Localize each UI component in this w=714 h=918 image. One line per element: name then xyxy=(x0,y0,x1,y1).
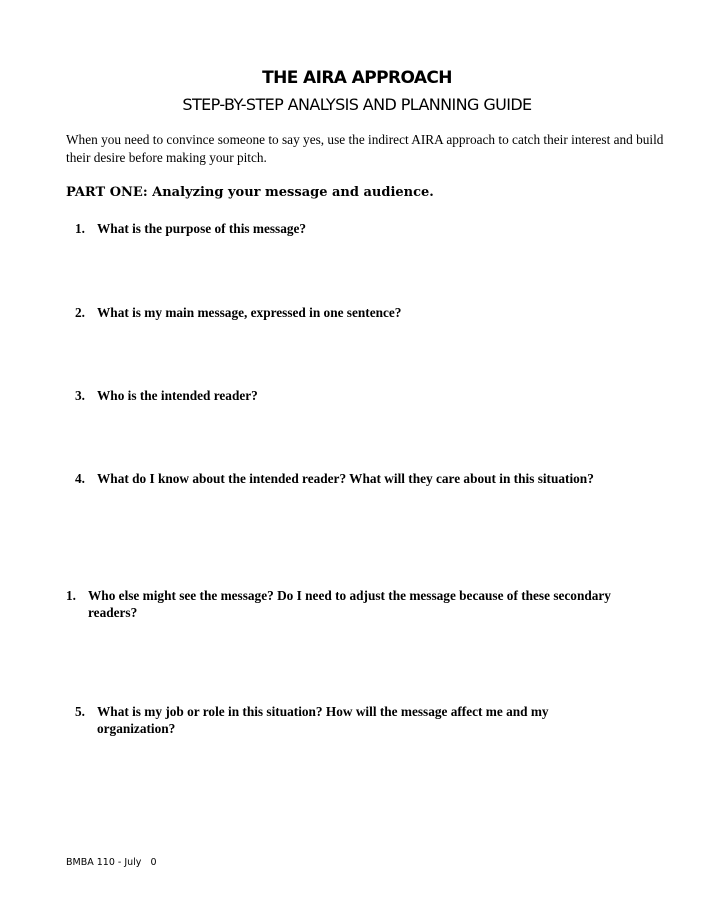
page-footer: BMBA 110 - July 0 xyxy=(66,857,157,868)
question-text: Who else might see the message? Do I need to adjust the message because of these secondary readers? xyxy=(88,588,611,620)
question-number: 4. xyxy=(75,471,85,486)
document-title: THE AIRA APPROACH xyxy=(262,68,452,88)
question-text: What is the purpose of this message? xyxy=(97,221,307,236)
question-item xyxy=(75,220,655,237)
document-subtitle: STEP-BY-STEP ANALYSIS AND PLANNING GUIDE xyxy=(182,95,532,114)
question-item xyxy=(75,703,615,737)
question-number: 5. xyxy=(75,704,85,719)
intro-paragraph: When you need to convince someone to say yes, use the indirect AIRA approach to catch their interest and build their desire before making your pitch. xyxy=(66,132,664,165)
question-item xyxy=(75,387,655,404)
part-one-text: : Analyzing your message and audience. xyxy=(142,185,434,200)
part-one-label: PART ONE xyxy=(66,185,143,200)
question-item xyxy=(75,470,655,487)
question-number: 3. xyxy=(75,388,85,403)
question-number: 1. xyxy=(75,221,85,236)
question-item xyxy=(66,587,654,621)
question-number: 2. xyxy=(75,305,85,320)
question-number: 1. xyxy=(66,588,76,603)
question-text: What is my job or role in this situation? How will the message affect me and my organization? xyxy=(97,704,549,736)
question-text: What do I know about the intended reader? What will they care about in this situation? xyxy=(97,471,594,486)
question-item xyxy=(75,304,655,321)
question-text: Who is the intended reader? xyxy=(97,388,258,403)
part-one-heading xyxy=(66,183,434,203)
question-text: What is my main message, expressed in one sentence? xyxy=(97,305,402,320)
